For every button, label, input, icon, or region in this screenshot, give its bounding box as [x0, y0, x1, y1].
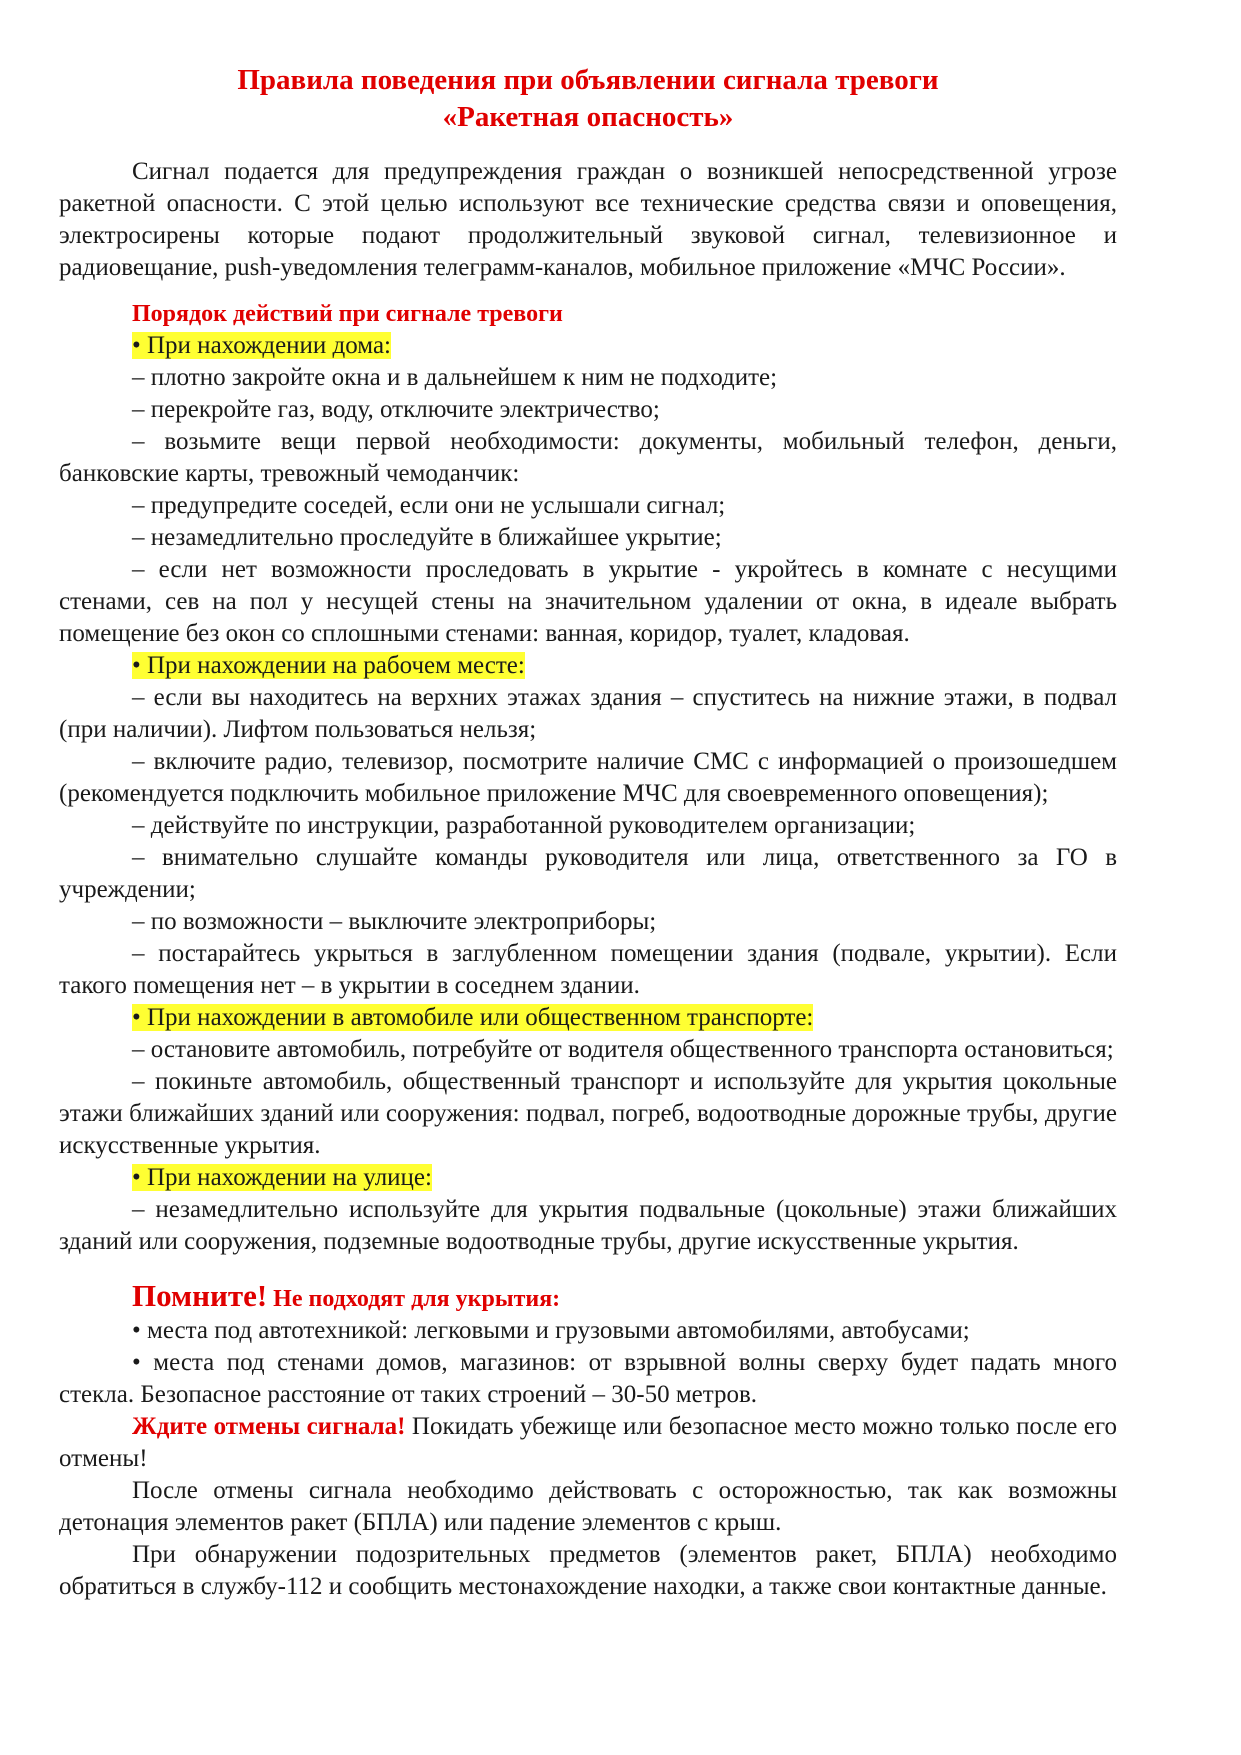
- section-work-heading: • При нахождении на рабочем месте:: [132, 652, 525, 679]
- title-line-2: «Ракетная опасность»: [442, 101, 734, 133]
- list-item: • места под автотехникой: легковыми и грузовыми автомобилями, автобусами;: [132, 1317, 970, 1344]
- list-item: – действуйте по инструкции, разработанной руководителем организации;: [132, 812, 916, 839]
- list-item: – незамедлительно используйте для укрытия подвальные (цокольные) этажи ближайших зданий или сооружения, подземные водоотводные трубы, другие искусственные укрытия.: [59, 1196, 1117, 1255]
- list-item: – если вы находитесь на верхних этажах здания – спуститесь на нижние этажи, в подвал (при наличии). Лифтом пользоваться нельзя;: [59, 684, 1117, 743]
- list-item: – по возможности – выключите электроприборы;: [132, 908, 657, 935]
- page-title: [59, 62, 1117, 136]
- list-item: – плотно закройте окна и в дальнейшем к ним не подходите;: [132, 364, 778, 391]
- list-item: – предупредите соседей, если они не услышали сигнал;: [132, 492, 726, 519]
- section-transport-heading: • При нахождении в автомобиле или общественном транспорте:: [132, 1004, 814, 1031]
- list-item: – незамедлительно проследуйте в ближайшее укрытие;: [132, 524, 722, 551]
- title-line-1: Правила поведения при объявлении сигнала тревоги: [237, 64, 939, 96]
- list-item: – остановите автомобиль, потребуйте от водителя общественного транспорта остановиться;: [132, 1036, 1114, 1063]
- after-paragraph: После отмены сигнала необходимо действовать с осторожностью, так как возможны детонация элементов ракет (БПЛА) или падение элементов с крыш.: [59, 1477, 1117, 1536]
- list-item: – перекройте газ, воду, отключите электричество;: [132, 396, 660, 423]
- list-item: – возьмите вещи первой необходимости: документы, мобильный телефон, деньги, банковские карты, тревожный чемоданчик:: [59, 428, 1117, 487]
- procedure-heading: Порядок действий при сигнале тревоги: [132, 301, 563, 327]
- list-item: – постарайтесь укрыться в заглубленном помещении здания (подвале, укрытии). Если такого помещения нет – в укрытии в соседнем здании.: [59, 940, 1117, 999]
- list-item: – внимательно слушайте команды руководителя или лица, ответственного за ГО в учреждении;: [59, 844, 1117, 903]
- list-item: • места под стенами домов, магазинов: от взрывной волны сверху будет падать много стекла. Безопасное расстояние от таких строений – 30-50 метров.: [59, 1349, 1117, 1408]
- list-item: – включите радио, телевизор, посмотрите наличие СМС с информацией о произошедшем (рекомендуется подключить мобильное приложение МЧС для своевременного оповещения);: [59, 748, 1117, 807]
- section-street-heading: • При нахождении на улице:: [132, 1164, 432, 1191]
- list-item: – если нет возможности проследовать в укрытие - укройтесь в комнате с несущими стенами, сев на пол у несущей стены на значительном удалении от окна, в идеале выбрать помещение без окон со сплошными стенами: ванная, коридор, туалет, кладовая.: [59, 556, 1117, 647]
- suspicious-paragraph: При обнаружении подозрительных предметов (элементов ракет, БПЛА) необходимо обратиться в службу-112 и сообщить местонахождение находки, а также свои контактные данные.: [59, 1541, 1117, 1600]
- list-item: – покиньте автомобиль, общественный транспорт и используйте для укрытия цокольные этажи ближайших зданий или сооружения: подвал, погреб, водоотводные дорожные трубы, другие искусственные укрытия.: [59, 1068, 1117, 1159]
- intro-paragraph: Сигнал подается для предупреждения граждан о возникшей непосредственной угрозе ракетной опасности. С этой целью используют все технические средства связи и оповещения, электросирены которые подают продолжительный звуковой сигнал, телевизионное и радиовещание, push-уведомления телеграмм-каналов, мобильное приложение «МЧС России».: [59, 158, 1117, 281]
- wait-paragraph: Ждите отмены сигнала! Покидать убежище или безопасное место можно только после его отмены!: [59, 1413, 1117, 1472]
- section-home-heading: • При нахождении дома:: [132, 332, 391, 359]
- remember-heading: Помните! Не подходят для укрытия:: [132, 1278, 561, 1313]
